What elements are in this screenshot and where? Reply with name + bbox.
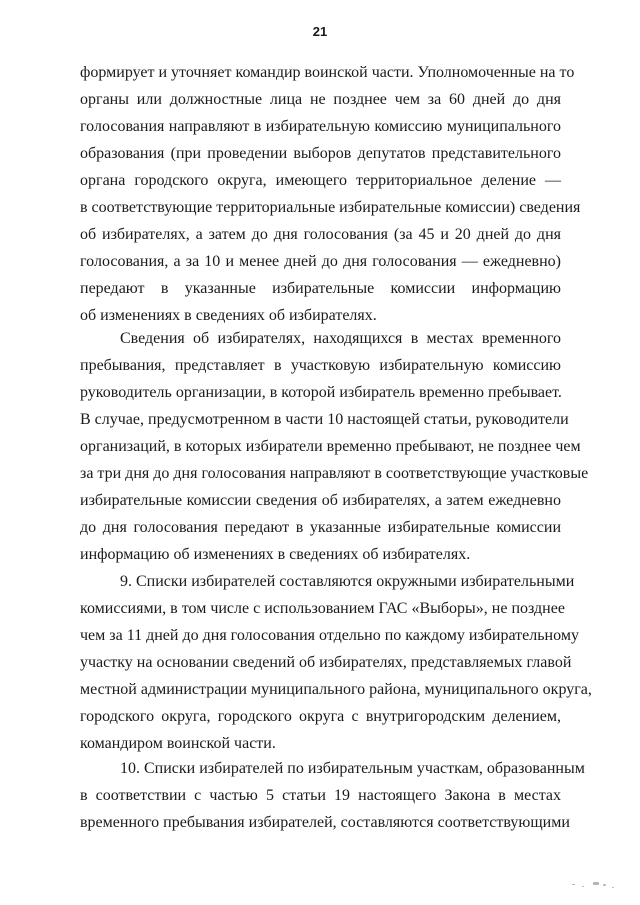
scan-speck <box>582 886 584 887</box>
text-line: передают в указанные избирательные комиссии информацию <box>80 280 561 297</box>
page-number: 21 <box>312 24 328 39</box>
paragraph-start-line: Сведения об избирателях, находящихся в местах временного <box>120 330 561 347</box>
text-line: голосования направляют в избирательную комиссию муниципального <box>80 118 561 135</box>
text-line: чем за 11 дней до дня голосования отдельно по каждому избирательному <box>80 627 579 644</box>
text-line: временного пребывания избирателей, составляются соответствующими <box>80 814 570 831</box>
text-line: за три дня до дня голосования направляют в соответствующие участковые <box>80 465 589 482</box>
text-line: в соответствии с частью 5 статьи 19 настоящего Закона в местах <box>80 787 561 804</box>
text-line: организаций, в которых избиратели временно пребывают, не позднее чем <box>80 438 581 455</box>
text-line: руководитель организации, в которой избиратель временно пребывает. <box>80 384 562 401</box>
text-line: образования (при проведении выборов депутатов представительного <box>80 145 561 162</box>
text-line: до дня голосования передают в указанные избирательные комиссии <box>80 519 561 536</box>
text-line: командиром воинской части. <box>80 735 276 752</box>
text-line: избирательные комиссии сведения об избирателях, а затем ежедневно <box>80 492 561 509</box>
text-line: об изменениях в сведениях об избирателях. <box>80 307 377 324</box>
text-line: участку на основании сведений об избирателях, представляемых главой <box>80 654 572 671</box>
text-line: об избирателях, а затем до дня голосования (за 45 и 20 дней до дня <box>80 226 561 243</box>
text-line: В случае, предусмотренном в части 10 настоящей статьи, руководители <box>80 411 569 428</box>
paragraph-start-line: 10. Списки избирателей по избирательным участкам, образованным <box>120 760 585 777</box>
text-line: органы или должностные лица не позднее чем за 60 дней до дня <box>80 91 561 108</box>
scan-speck <box>603 884 606 886</box>
text-line: в соответствующие территориальные избирательные комиссии) сведения <box>80 199 581 216</box>
scan-speck <box>572 884 575 885</box>
scan-speck <box>612 887 614 888</box>
text-line: комиссиями, в том числе с использованием ГАС «Выборы», не позднее <box>80 600 565 617</box>
text-line: информацию об изменениях в сведениях об избирателях. <box>80 546 471 563</box>
text-line: формирует и уточняет командир воинской части. Уполномоченные на то <box>80 64 575 81</box>
text-line: голосования, а за 10 и менее дней до дня голосования — ежедневно) <box>80 253 561 270</box>
text-line: городского округа, городского округа с внутригородским делением, <box>80 708 561 725</box>
scan-speck <box>593 882 599 885</box>
text-line: пребывания, представляет в участковую избирательную комиссию <box>80 357 561 374</box>
paragraph-start-line: 9. Списки избирателей составляются окружными избирательными <box>120 573 575 590</box>
text-line: органа городского округа, имеющего территориальное деление — <box>80 172 561 189</box>
text-line: местной администрации муниципального района, муниципального округа, <box>80 681 592 698</box>
